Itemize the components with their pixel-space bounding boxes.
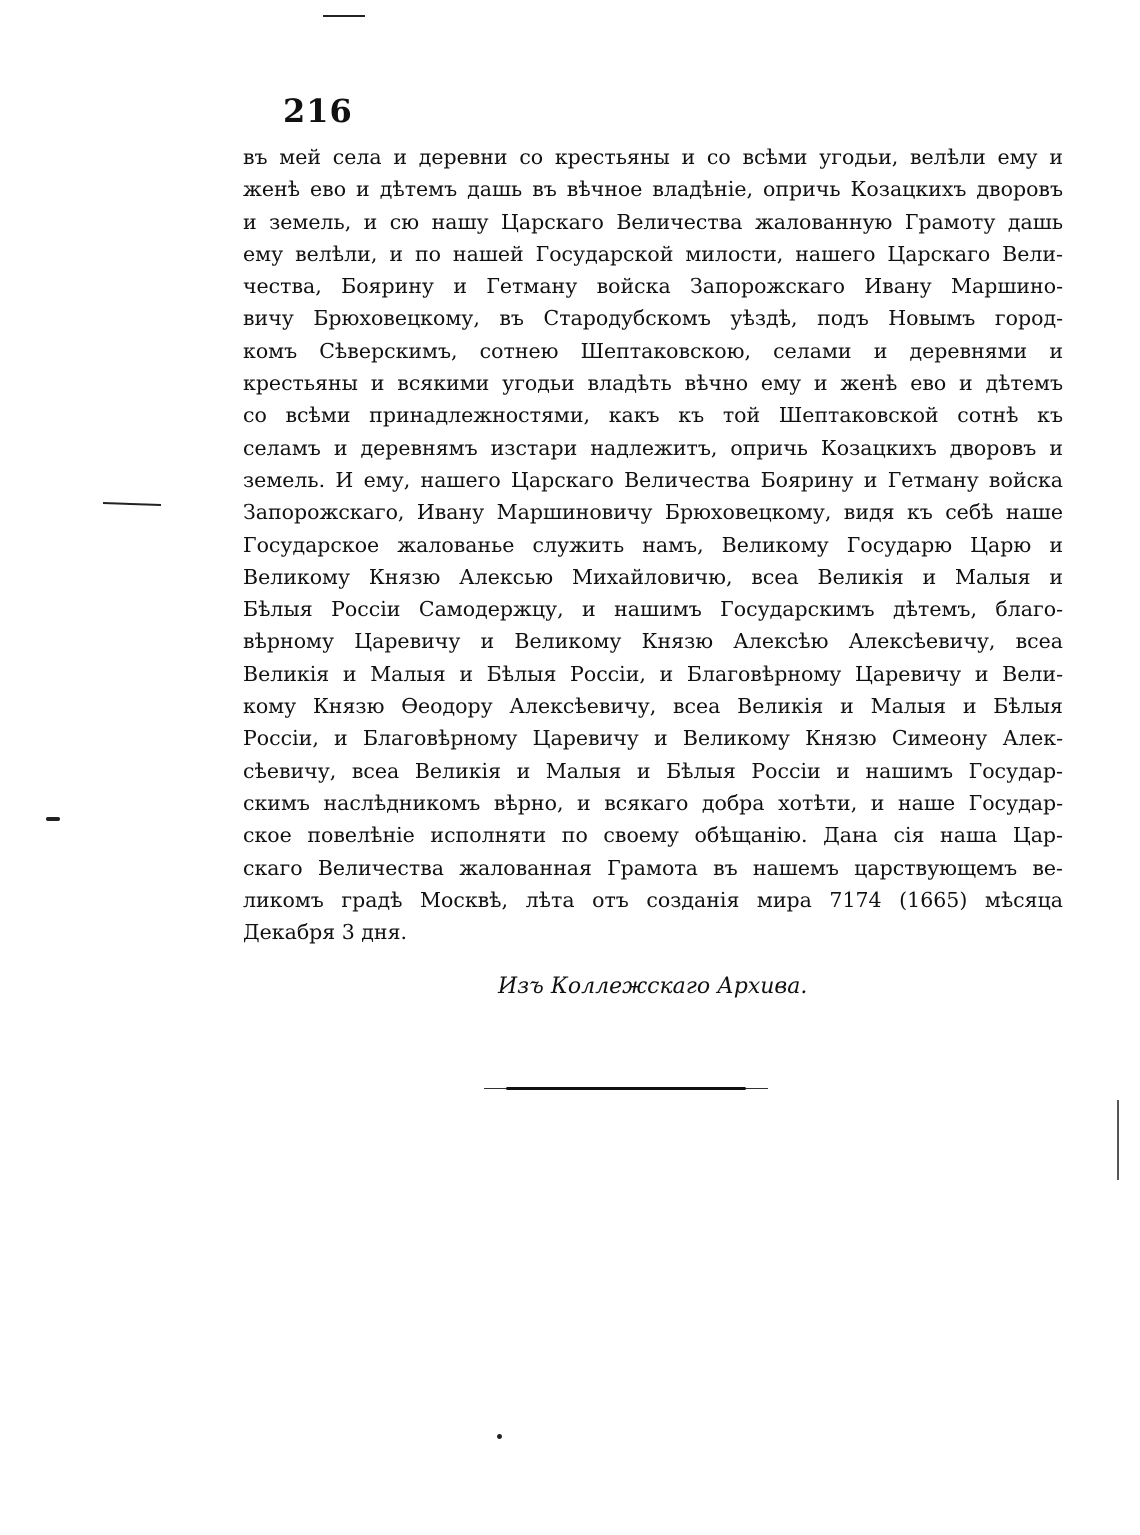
text-line: сѣевичу, всеа Великія и Малыя и Бѣлыя Россіи и нашимъ Государ- [243,758,1063,783]
text-line: Государское жалованье служить намъ, Великому Государю Царю и [243,532,1063,557]
divider-thick-line [506,1087,746,1090]
text-line: со всѣми принадлежностями, какъ къ той Шептаковской сотнѣ къ [243,403,1063,428]
text-line: селамъ и деревнямъ изстари надлежитъ, опричь Козацкихъ дворовъ и [243,435,1063,460]
text-line: ему велѣли, и по нашей Государской милости, нашего Царскаго Вели- [243,241,1063,266]
text-line: Запорожскаго, Ивану Маршиновичу Брюховецкому, видя къ себѣ наше [243,500,1063,525]
text-line: кому Князю Ѳеодору Алексѣевичу, всеа Великія и Малыя и Бѣлыя [243,694,1063,719]
source-note: Изъ Коллежскаго Архива. [498,974,808,999]
text-line: крестьяны и всякими угодьи владѣть вѣчно ему и женѣ ево и дѣтемъ [243,371,1063,396]
scan-mark-right-edge [1117,1100,1119,1180]
scan-mark-top [323,15,365,17]
text-line: вѣрному Царевичу и Великому Князю Алексѣю Алексѣевичу, всеа [243,629,1063,654]
page-number: 216 [283,92,353,130]
text-line: Бѣлыя Россіи Самодержцу, и нашимъ Государскимъ дѣтемъ, благо- [243,597,1063,622]
scan-mark-left [103,502,161,506]
text-line: чества, Боярину и Гетману войска Запорожскаго Ивану Маршино- [243,274,1063,299]
text-line: въ мей села и деревни со крестьяны и со всѣми угодьи, велѣли ему и [243,145,1063,169]
text-line: земель. И ему, нашего Царскаго Величества Боярину и Гетману войска [243,467,1063,492]
scan-dot [497,1434,502,1439]
text-line: и земель, и сю нашу Царскаго Величества жалованную Грамоту дашь [243,209,1063,234]
text-line: Великому Князю Алексью Михайловичю, всеа Великія и Малыя и [243,564,1063,589]
text-line: вичу Брюховецкому, въ Стародубскомъ уѣздѣ, подъ Новымъ город- [243,306,1063,331]
scan-mark-left-small [46,817,60,821]
text-line: Россіи, и Благовѣрному Царевичу и Великому Князю Симеону Алек- [243,726,1063,751]
text-line: скимъ наслѣдникомъ вѣрно, и всякаго добра хотѣти, и наше Государ- [243,790,1063,815]
text-line: Декабря 3 дня. [243,920,408,945]
section-divider [484,1086,768,1091]
text-line: скаго Величества жалованная Грамота въ нашемъ царствующемъ ве- [243,855,1063,880]
text-line: ское повелѣніе исполняти по своему обѣщанію. Дана сія наша Цар- [243,823,1063,848]
text-line: комъ Сѣверскимъ, сотнею Шептаковскою, селами и деревнями и [243,338,1063,363]
text-line: женѣ ево и дѣтемъ дашь въ вѣчное владѣніе, опричь Козацкихъ дворовъ [243,177,1063,202]
text-line: Великія и Малыя и Бѣлыя Россіи, и Благовѣрному Царевичу и Вели- [243,661,1063,686]
text-line: ликомъ градѣ Москвѣ, лѣта отъ созданія мира 7174 (1665) мѣсяца [243,887,1063,912]
body-text [243,141,1063,948]
